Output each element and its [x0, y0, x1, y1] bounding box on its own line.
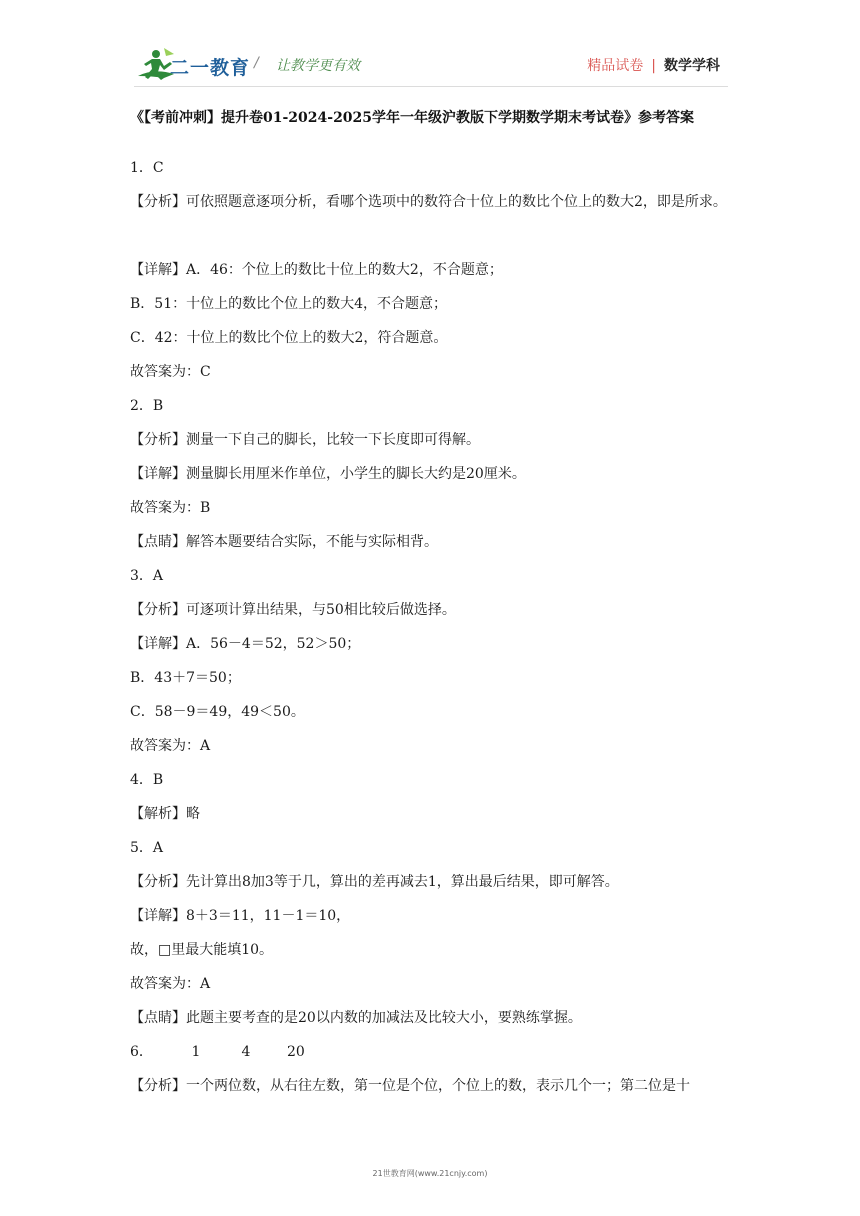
- q6-answer-2: 4: [241, 1044, 251, 1060]
- tag-subject: 数学学科: [664, 58, 720, 74]
- answer-line: 【详解】8＋3＝11，11－1＝10，: [130, 908, 351, 924]
- answer-line: 【点睛】此题主要考查的是20以内数的加减法及比较大小，要熟练掌握。: [130, 1010, 582, 1026]
- answer-line: 4．B: [130, 772, 164, 788]
- answer-content: [130, 158, 732, 1110]
- answer-line: 【分析】一个两位数，从右往左数，第一位是个位，个位上的数，表示几个一；第二位是十: [130, 1078, 690, 1094]
- q6-answer-3: 20: [287, 1044, 305, 1060]
- answer-line: 故答案为：B: [130, 500, 211, 516]
- page-header: [0, 0, 860, 90]
- answer-line: 【分析】先计算出8加3等于几，算出的差再减去1，算出最后结果，即可解答。: [130, 874, 619, 890]
- answer-line: 3．A: [130, 568, 164, 584]
- q6-answer-line: [130, 1042, 732, 1076]
- answer-line: 2．B: [130, 398, 164, 414]
- answer-line: 【解析】略: [130, 806, 200, 822]
- answer-line: 故答案为：C: [130, 364, 211, 380]
- answer-line: 【分析】可依照题意逐项分析，看哪个选项中的数符合十位上的数比个位上的数大2，即是所求。: [130, 194, 727, 210]
- q6-answer-1: 1: [191, 1044, 201, 1060]
- answer-line: 5．A: [130, 840, 164, 856]
- logo-text: 二一教育: [170, 57, 251, 79]
- header-divider: [134, 86, 728, 87]
- answer-line: 故答案为：A: [130, 976, 211, 992]
- document-title: 《【考前冲刺】提升卷01-2024-2025学年一年级沪教版下学期数学期末考试卷》参考答案: [130, 110, 695, 126]
- answer-line: 1．C: [130, 160, 164, 176]
- header-tags: [587, 55, 720, 75]
- answer-line: C．58－9＝49，49＜50。: [130, 704, 305, 720]
- answer-line: 【点睛】解答本题要结合实际，不能与实际相背。: [130, 534, 438, 550]
- answer-line: B．51：十位上的数比个位上的数大4，不合题意；: [130, 296, 448, 312]
- answer-line: 【详解】测量脚长用厘米作单位，小学生的脚长大约是20厘米。: [130, 466, 526, 482]
- answer-line: 故，□里最大能填10。: [130, 942, 274, 958]
- page-footer: 21世教育网(www.21cnjy.com): [372, 1169, 488, 1178]
- answer-line: 【详解】A．56－4＝52，52＞50；: [130, 636, 361, 652]
- tag-separator: |: [651, 58, 656, 74]
- answer-line: B．43＋7＝50；: [130, 670, 241, 686]
- answer-line: 【详解】A．46：个位上的数比十位上的数大2，不合题意；: [130, 262, 503, 278]
- slogan-separator: /: [254, 55, 259, 71]
- answer-line: C．42：十位上的数比个位上的数大2，符合题意。: [130, 330, 448, 346]
- answer-line: 【分析】可逐项计算出结果，与50相比较后做选择。: [130, 602, 456, 618]
- slogan: 让教学更有效: [276, 58, 360, 74]
- answer-line: 故答案为：A: [130, 738, 211, 754]
- answer-line: 【分析】测量一下自己的脚长，比较一下长度即可得解。: [130, 432, 480, 448]
- tag-quality: 精品试卷: [587, 58, 644, 74]
- q6-number: 6．: [130, 1044, 153, 1060]
